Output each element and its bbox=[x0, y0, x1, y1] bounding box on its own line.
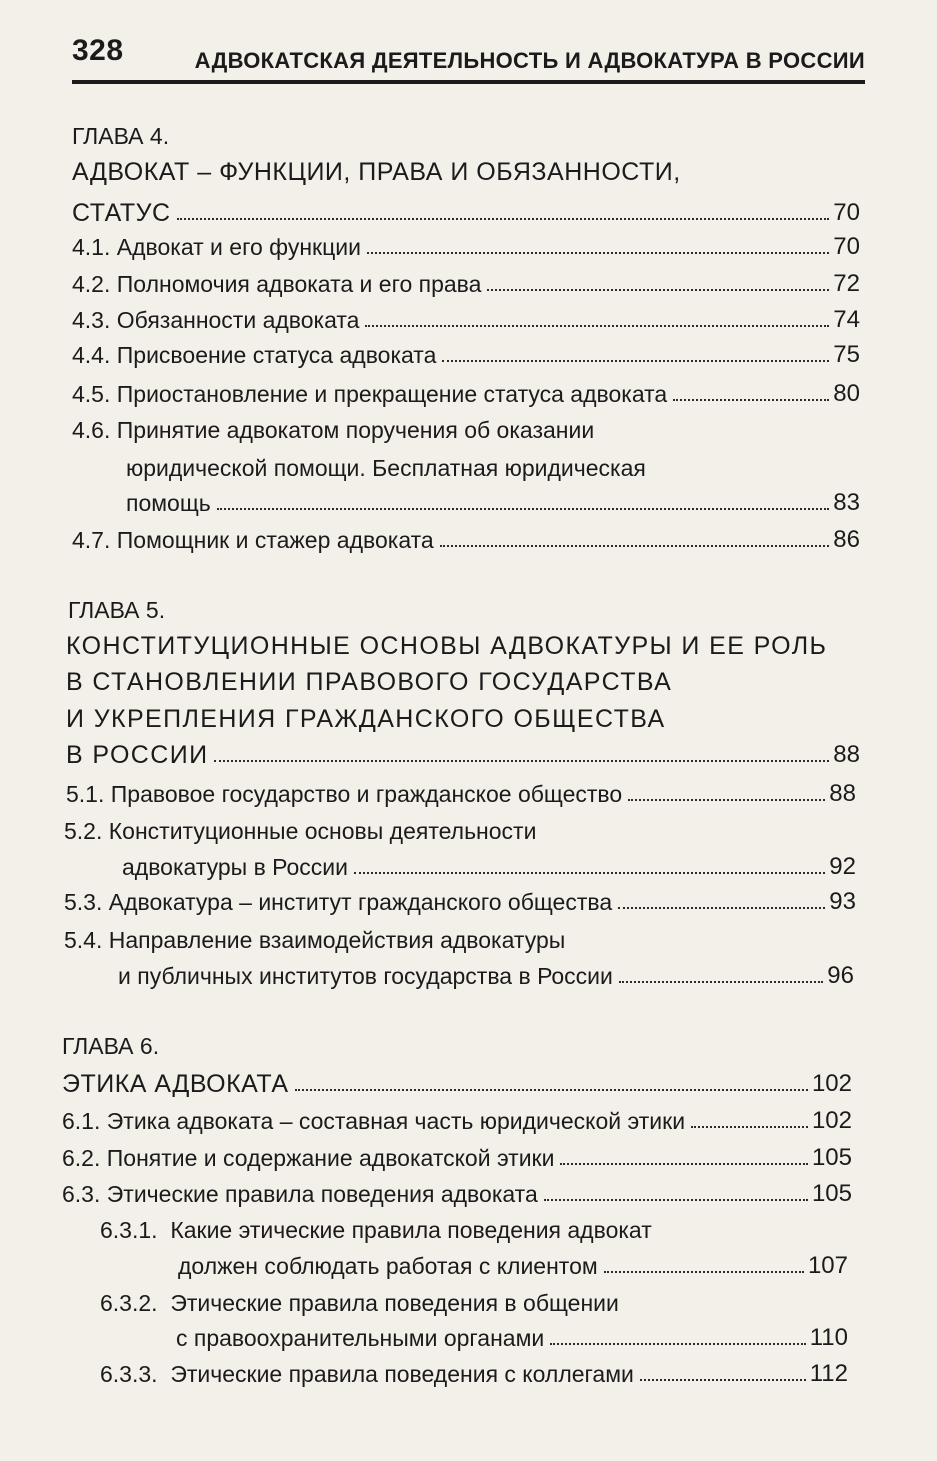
toc-entry-multiline[interactable] bbox=[64, 817, 536, 845]
page-ref: 86 bbox=[833, 526, 860, 553]
page-ref: 112 bbox=[809, 1360, 848, 1387]
toc-entry[interactable] bbox=[62, 1107, 852, 1135]
toc-entry[interactable] bbox=[64, 888, 856, 916]
toc-entry-multiline[interactable] bbox=[100, 1216, 652, 1244]
section-number: 6.3. bbox=[62, 1181, 101, 1207]
toc-entry-multiline[interactable] bbox=[64, 926, 565, 954]
dot-leader bbox=[604, 1269, 804, 1273]
dot-leader bbox=[442, 358, 829, 362]
section-title-line: юридической помощи. Бесплатная юридическая bbox=[126, 455, 646, 481]
dot-leader bbox=[619, 979, 823, 983]
dot-leader bbox=[560, 1161, 807, 1165]
section-title-line: Этические правила поведения в общении bbox=[170, 1290, 619, 1316]
section-title: Этические правила поведения с коллегами bbox=[170, 1361, 634, 1387]
section-number: 6.2. bbox=[62, 1145, 101, 1171]
page-ref: 88 bbox=[833, 741, 860, 768]
toc-entry[interactable] bbox=[72, 526, 860, 554]
chapter-label: ГЛАВА 4. bbox=[72, 123, 170, 149]
section-title-line: Принятие адвокатом поручения об оказании bbox=[116, 417, 595, 443]
section-title: Приостановление и прекращение статуса адвоката bbox=[116, 381, 668, 407]
toc-entry-continuation[interactable] bbox=[126, 489, 860, 517]
section-title-line: Направление взаимодействия адвокатуры bbox=[108, 927, 566, 953]
toc-entry[interactable] bbox=[72, 341, 860, 369]
chapter-title-line: КОНСТИТУЦИОННЫЕ ОСНОВЫ АДВОКАТУРЫ И ЕЕ РОЛЬ bbox=[66, 632, 828, 660]
page-ref: 75 bbox=[833, 341, 860, 368]
toc-entry-continuation[interactable] bbox=[176, 1324, 848, 1352]
section-number: 4.1. bbox=[72, 234, 111, 260]
toc-entry[interactable] bbox=[66, 780, 856, 808]
section-title-line: Какие этические правила поведения адвокат bbox=[170, 1217, 652, 1243]
section-title-line: с правоохранительными органами bbox=[176, 1325, 545, 1351]
dot-leader bbox=[354, 870, 825, 874]
page-ref: 88 bbox=[829, 780, 856, 807]
dot-leader bbox=[217, 506, 830, 510]
chapter-label: ГЛАВА 5. bbox=[68, 597, 166, 623]
page-ref: 83 bbox=[833, 489, 860, 516]
chapter-title-line: В СТАНОВЛЕНИИ ПРАВОВОГО ГОСУДАРСТВА bbox=[66, 668, 673, 696]
page-ref: 70 bbox=[833, 233, 860, 260]
page-ref: 105 bbox=[811, 1180, 852, 1207]
section-title: Понятие и содержание адвокатской этики bbox=[106, 1145, 555, 1171]
section-title-line: адвокатуры в России bbox=[122, 854, 348, 880]
dot-leader bbox=[673, 397, 829, 401]
toc-entry[interactable] bbox=[62, 1180, 852, 1208]
toc-entry-continuation[interactable] bbox=[178, 1252, 848, 1280]
page-ref: 92 bbox=[829, 853, 856, 880]
page-ref: 74 bbox=[833, 306, 860, 333]
section-title: Присвоение статуса адвоката bbox=[116, 342, 437, 368]
subsection-number: 6.3.2. bbox=[100, 1290, 158, 1316]
toc-entry[interactable] bbox=[72, 270, 860, 298]
toc-entry[interactable] bbox=[72, 233, 860, 261]
page-ref: 107 bbox=[807, 1252, 848, 1279]
section-title: Адвокат и его функции bbox=[116, 234, 361, 260]
page-ref: 70 bbox=[833, 199, 860, 226]
page-ref: 105 bbox=[811, 1144, 852, 1171]
section-number: 4.2. bbox=[72, 271, 111, 297]
page-ref: 110 bbox=[809, 1324, 848, 1351]
toc-entry-continuation[interactable] bbox=[122, 853, 856, 881]
page-ref: 80 bbox=[833, 380, 860, 407]
dot-leader bbox=[640, 1377, 806, 1381]
section-title: Обязанности адвоката bbox=[116, 307, 360, 333]
page-number: 328 bbox=[72, 34, 124, 67]
page-ref: 96 bbox=[827, 962, 854, 989]
chapter-title-line: И УКРЕПЛЕНИЯ ГРАЖДАНСКОГО ОБЩЕСТВА bbox=[66, 705, 666, 733]
section-number: 4.7. bbox=[72, 527, 111, 553]
page-ref: 93 bbox=[829, 888, 856, 915]
section-number: 5.3. bbox=[64, 889, 103, 915]
toc-entry-multiline[interactable] bbox=[100, 1289, 619, 1317]
section-title-line: и публичных институтов государства в России bbox=[118, 963, 613, 989]
dot-leader bbox=[691, 1124, 808, 1128]
dot-leader bbox=[214, 758, 829, 762]
chapter-title-line: ЭТИКА АДВОКАТА bbox=[62, 1070, 289, 1098]
dot-leader bbox=[628, 797, 825, 801]
chapter-title-line: СТАТУС bbox=[72, 199, 171, 227]
page-ref: 102 bbox=[811, 1107, 852, 1134]
section-title: Правовое государство и гражданское общество bbox=[110, 781, 623, 807]
toc-entry-multiline[interactable] bbox=[72, 416, 594, 444]
section-number: 6.1. bbox=[62, 1108, 101, 1134]
dot-leader bbox=[550, 1341, 805, 1345]
dot-leader bbox=[544, 1197, 808, 1201]
dot-leader bbox=[295, 1087, 808, 1091]
section-number: 4.6. bbox=[72, 417, 111, 443]
section-number: 4.4. bbox=[72, 342, 111, 368]
section-title-line: помощь bbox=[126, 490, 211, 516]
section-title: Адвокатура – институт гражданского общества bbox=[108, 889, 613, 915]
toc-entry[interactable] bbox=[100, 1360, 848, 1388]
subsection-number: 6.3.1. bbox=[100, 1217, 158, 1243]
chapter-title-line: В РОССИИ bbox=[66, 741, 209, 769]
section-title: Этика адвоката – составная часть юридической этики bbox=[106, 1108, 686, 1134]
section-title: Полномочия адвоката и его права bbox=[116, 271, 482, 297]
section-number: 5.1. bbox=[66, 781, 105, 807]
toc-entry[interactable] bbox=[62, 1144, 852, 1172]
page-ref: 72 bbox=[833, 270, 860, 297]
section-title: Помощник и стажер адвоката bbox=[116, 527, 434, 553]
toc-entry-chapter[interactable] bbox=[72, 199, 860, 227]
section-number: 5.2. bbox=[64, 818, 103, 844]
section-number: 4.3. bbox=[72, 307, 111, 333]
section-title-line: должен соблюдать работая с клиентом bbox=[178, 1253, 598, 1279]
section-number: 5.4. bbox=[64, 927, 103, 953]
dot-leader bbox=[487, 287, 829, 291]
page-ref: 102 bbox=[811, 1070, 852, 1097]
toc-entry-continuation[interactable] bbox=[118, 962, 854, 990]
section-number: 4.5. bbox=[72, 381, 111, 407]
chapter-label: ГЛАВА 6. bbox=[62, 1033, 160, 1059]
dot-leader bbox=[440, 543, 830, 547]
dot-leader bbox=[177, 216, 830, 220]
dot-leader bbox=[365, 323, 829, 327]
section-title-line: Конституционные основы деятельности bbox=[108, 818, 537, 844]
subsection-number: 6.3.3. bbox=[100, 1361, 158, 1387]
section-title: Этические правила поведения адвоката bbox=[106, 1181, 538, 1207]
toc-entry-chapter[interactable] bbox=[66, 741, 860, 769]
chapter-title-line: АДВОКАТ – ФУНКЦИИ, ПРАВА И ОБЯЗАННОСТИ, bbox=[72, 158, 681, 186]
dot-leader bbox=[618, 905, 825, 909]
toc-entry[interactable] bbox=[72, 306, 860, 334]
toc-entry[interactable] bbox=[72, 380, 860, 408]
running-title: АДВОКАТСКАЯ ДЕЯТЕЛЬНОСТЬ И АДВОКАТУРА В РОССИИ bbox=[194, 48, 865, 73]
dot-leader bbox=[367, 250, 829, 254]
toc-entry-chapter[interactable] bbox=[62, 1070, 852, 1098]
